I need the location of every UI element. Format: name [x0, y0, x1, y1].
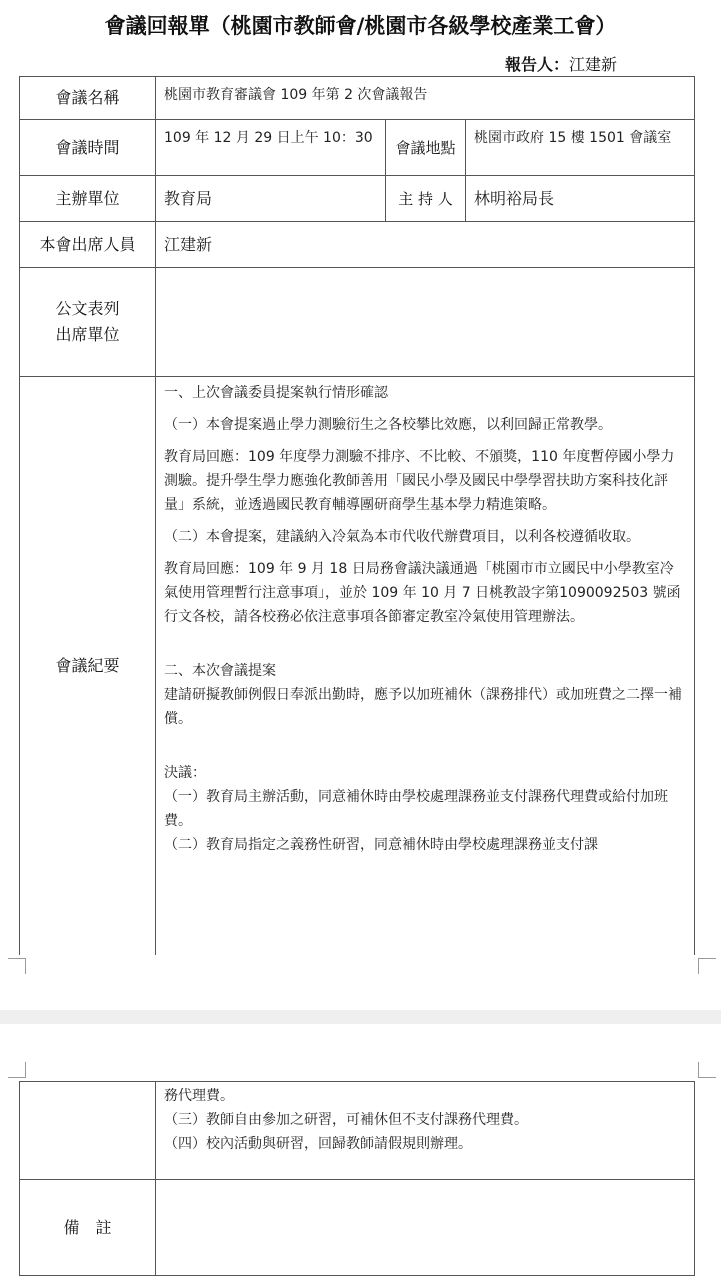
- reporter: [505, 52, 617, 75]
- minutes-response-2: 教育局回應：109 年 9 月 18 日局務會議決議通過「桃園市市立國民中小學教室冷氣使用管理暫行注意事項」，並於 109 年 10 月 7 日桃教設字第1090092503 號函行文各校，請各校務必依注意事項各節審定教室冷氣使用管理辦法。: [164, 561, 681, 625]
- minutes-resolution-1: （一）教育局主辦活動，同意補休時由學校處理課務並支付課務代理費或給付加班費。: [164, 789, 668, 829]
- minutes-content: [156, 377, 695, 955]
- crop-mark: [25, 1062, 26, 1078]
- host-unit-label: 主辦單位: [20, 176, 156, 222]
- minutes-resolution-heading: 決議：: [164, 765, 206, 781]
- meeting-place-value: 桃園市政府 15 樓 1501 會議室: [466, 120, 695, 176]
- meeting-time-value: 109 年 12 月 29 日上午 10：30: [156, 120, 386, 176]
- meeting-report-table: [19, 76, 695, 955]
- form-page-1: [19, 76, 694, 955]
- crop-mark: [698, 958, 716, 959]
- crop-mark: [698, 958, 699, 974]
- minutes-resolution-2-start: （二）教育局指定之義務性研習，同意補休時由學校處理課務並支付課: [164, 837, 598, 853]
- page-separator: [0, 1010, 721, 1024]
- attendee-value: 江建新: [156, 222, 695, 268]
- doc-units-value: [156, 268, 695, 377]
- chair-value: 林明裕局長: [466, 176, 695, 222]
- document-title: 會議回報單（桃園市教師會/桃園市各級學校產業工會）: [104, 14, 617, 38]
- meeting-place-label: 會議地點: [386, 120, 466, 176]
- crop-mark: [8, 958, 26, 959]
- minutes-section-2-heading: 二、本次會議提案: [164, 663, 276, 679]
- crop-mark: [25, 958, 26, 974]
- reporter-label: 報告人：: [504, 55, 569, 74]
- minutes-resolution-3: （三）教師自由參加之研習，可補休但不支付課務代理費。: [164, 1112, 528, 1128]
- minutes-label-continued: [20, 1082, 156, 1180]
- crop-mark: [698, 1062, 699, 1078]
- minutes-label: 會議紀要: [20, 377, 156, 955]
- meeting-name-label: 會議名稱: [20, 77, 156, 120]
- minutes-response-1: 教育局回應：109 年度學力測驗不排序、不比較、不頒獎，110 年度暫停國小學力測驗。提升學生學力應強化教師善用「國民小學及國民中學學習扶助方案科技化評量」系統，並透過國民教育輔導團研商學生基本學力精進策略。: [164, 449, 675, 513]
- crop-mark: [698, 1077, 716, 1078]
- remarks-label: 備 註: [20, 1180, 156, 1276]
- attendee-label: 本會出席人員: [20, 222, 156, 268]
- minutes-proposal: 建請研擬教師例假日奉派出勤時，應予以加班補休（課務排代）或加班費之二擇一補償。: [164, 687, 682, 727]
- meeting-name-value: 桃園市教育審議會 109 年第 2 次會議報告: [156, 77, 695, 120]
- minutes-content-continued: [156, 1082, 695, 1180]
- minutes-item-2: （二）本會提案，建議納入冷氣為本市代收代辦費項目，以利各校遵循收取。: [164, 529, 640, 545]
- remarks-value: [156, 1180, 695, 1276]
- minutes-item-1: （一）本會提案過止學力測驗衍生之各校攀比效應，以利回歸正常教學。: [164, 417, 612, 433]
- doc-units-label-line2: 出席單位: [55, 325, 120, 344]
- host-unit-value: 教育局: [156, 176, 386, 222]
- doc-units-label: [20, 268, 156, 377]
- minutes-resolution-2-end: 務代理費。: [164, 1088, 234, 1104]
- reporter-name: 江建新: [568, 55, 617, 74]
- minutes-resolution-4: （四）校內活動與研習，回歸教師請假規則辦理。: [164, 1136, 472, 1152]
- crop-mark: [8, 1077, 26, 1078]
- doc-units-label-line1: 公文表列: [55, 299, 120, 318]
- meeting-report-table-continued: [19, 1081, 695, 1276]
- chair-label: 主 持 人: [386, 176, 466, 222]
- form-page-2: [19, 1081, 694, 1276]
- meeting-time-label: 會議時間: [20, 120, 156, 176]
- minutes-section-1-heading: 一、上次會議委員提案執行情形確認: [164, 385, 388, 401]
